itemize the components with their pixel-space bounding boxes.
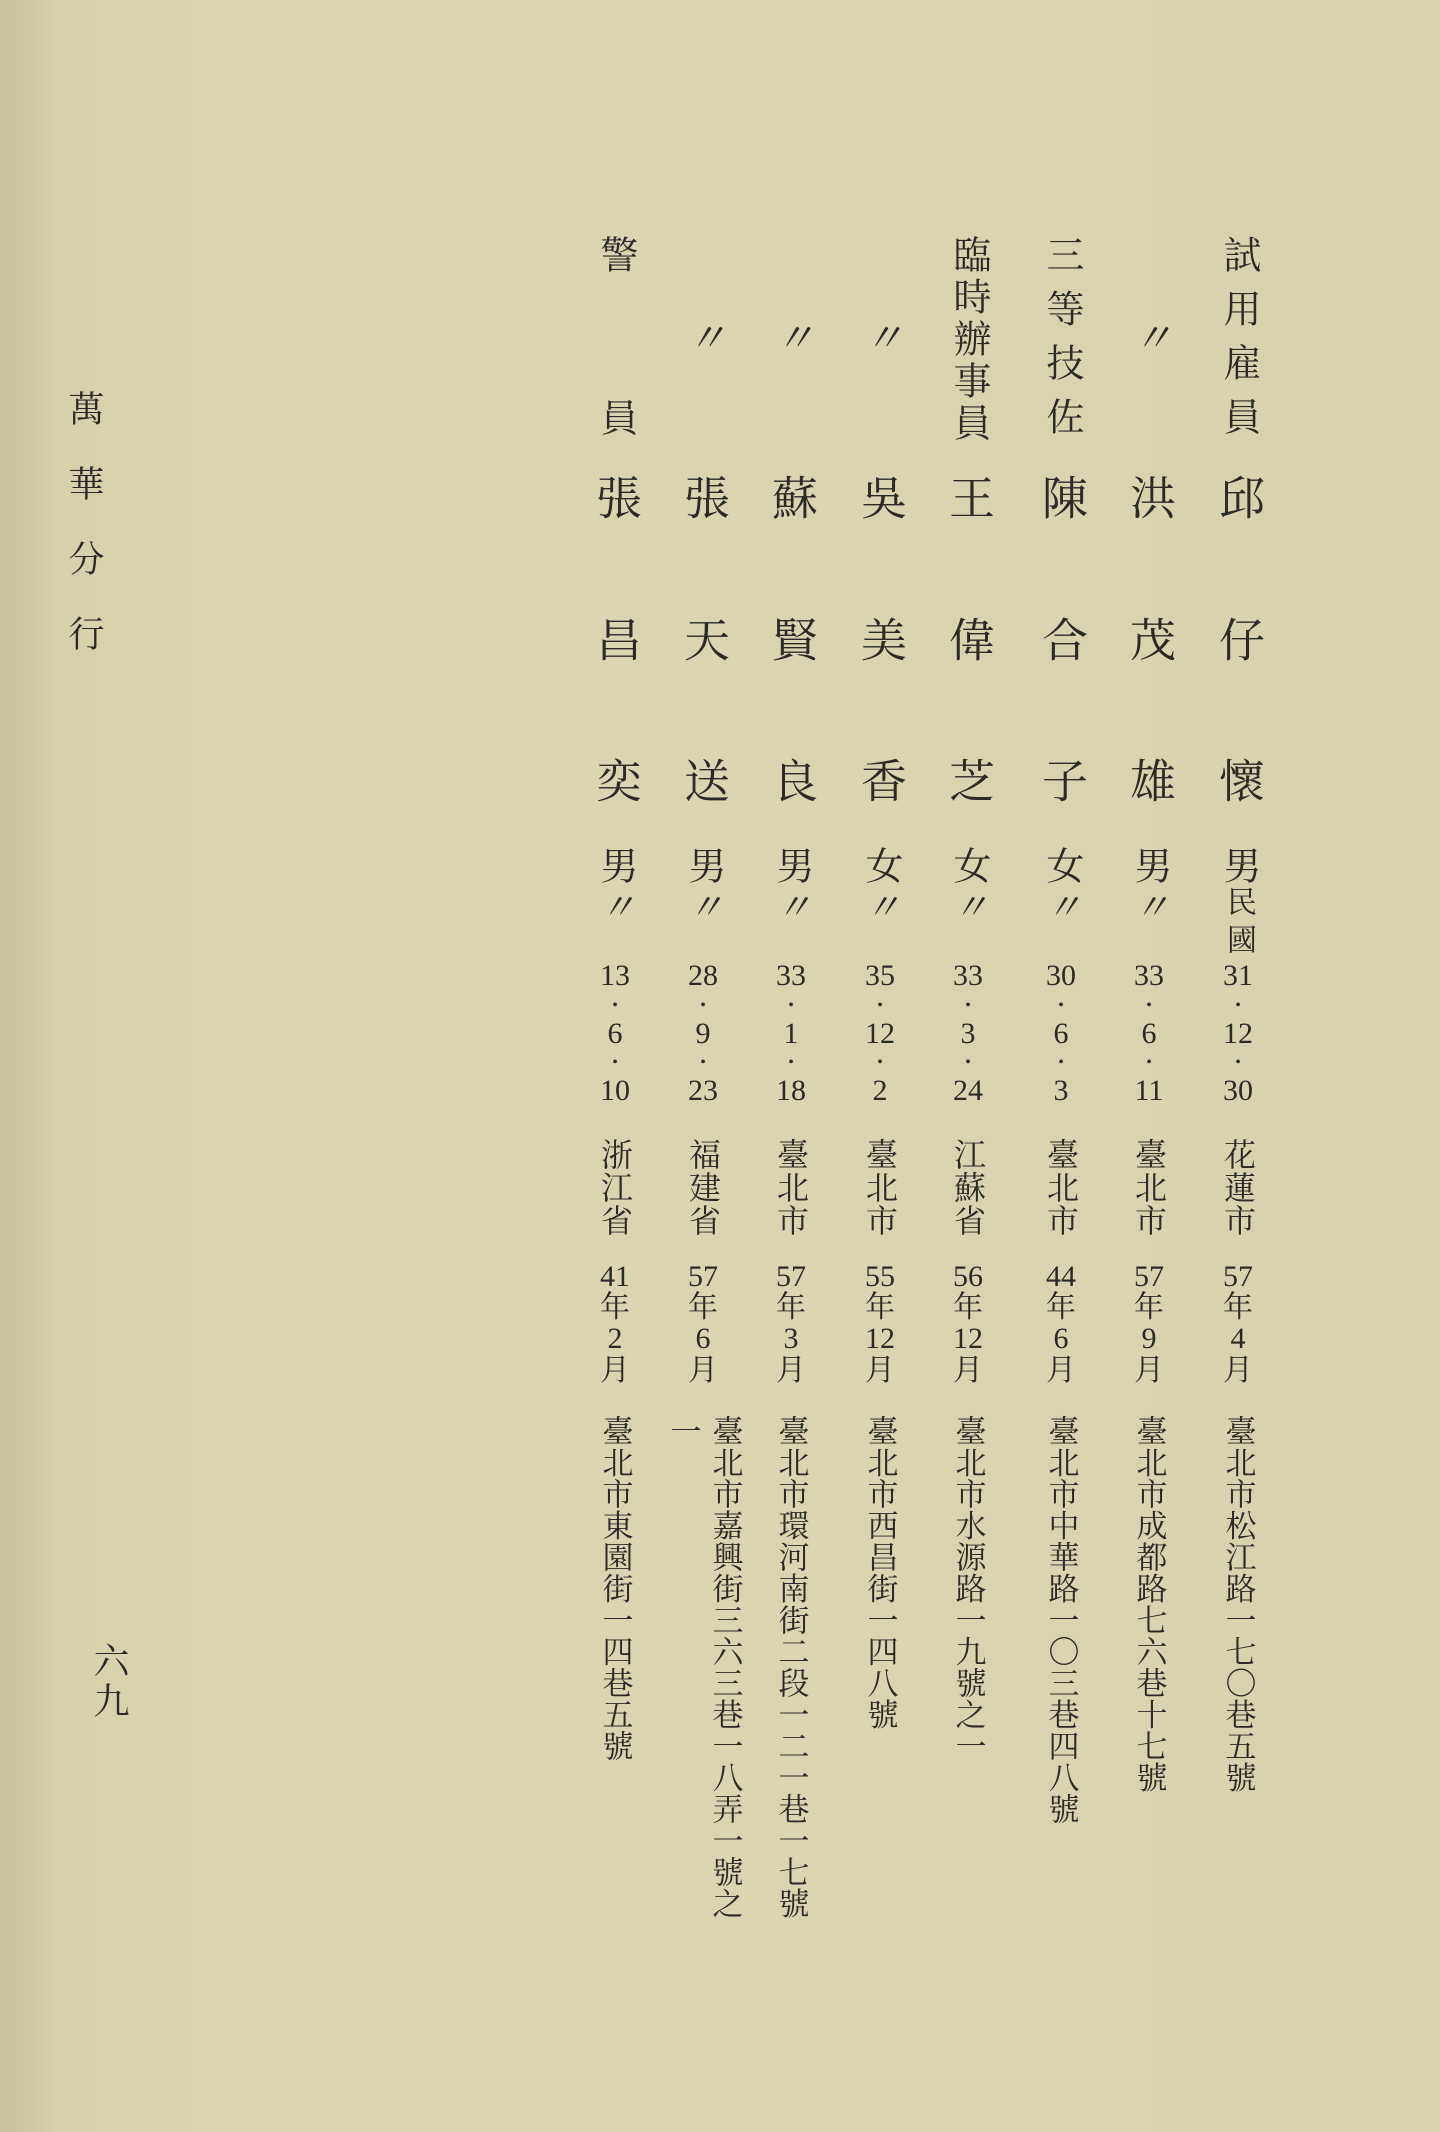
address: 臺北市中華路一〇三巷四八號 <box>1043 1415 1079 1824</box>
name-char: 賢 <box>766 616 817 662</box>
era-ditto-mark: 〃 <box>1129 888 1169 924</box>
name-char: 香 <box>855 757 906 803</box>
date-separator: • <box>965 1054 971 1071</box>
title-ditto-mark: 〃 <box>858 317 903 357</box>
name-char: 芝 <box>943 757 994 803</box>
join-date-part: 12 <box>865 1322 895 1355</box>
name-char: 邱 <box>1213 474 1264 520</box>
join-date-part: 年 <box>688 1291 718 1324</box>
birthplace: 臺北市 <box>862 1138 898 1236</box>
sex-value: 女 <box>1040 846 1082 884</box>
join-date-part: 年 <box>1223 1291 1253 1324</box>
address: 臺北市嘉興街三六三巷一八弄一號之 <box>707 1415 743 1919</box>
join-date-part: 9 <box>1141 1322 1157 1355</box>
join-date-part: 57 <box>1223 1260 1253 1293</box>
name-char: 仔 <box>1213 616 1264 662</box>
address: 臺北市東園街一四巷五號 <box>597 1415 633 1761</box>
name-char: 吳 <box>855 474 906 520</box>
date-separator: • <box>1058 1054 1064 1071</box>
join-date-part: 44 <box>1046 1260 1076 1293</box>
date-separator: • <box>877 1054 883 1071</box>
name-char: 偉 <box>943 616 994 662</box>
join-date-part: 56 <box>953 1260 983 1293</box>
birth-date-part: 12 <box>1223 1017 1253 1050</box>
join-date-part: 年 <box>865 1291 895 1324</box>
date-separator: • <box>1058 997 1064 1014</box>
title-ditto-mark: 〃 <box>769 317 814 357</box>
address: 臺北市西昌街一四八號 <box>862 1415 898 1730</box>
birth-date-part: 6 <box>1141 1017 1157 1050</box>
join-date-part: 月 <box>1134 1354 1164 1387</box>
birthplace: 臺北市 <box>1043 1138 1079 1236</box>
birthplace: 臺北市 <box>1131 1138 1167 1236</box>
address: 臺北市環河南街二段一二一巷一七號 <box>773 1415 809 1919</box>
join-date-part: 月 <box>600 1354 630 1387</box>
name-char: 良 <box>766 757 817 803</box>
join-date-part: 55 <box>865 1260 895 1293</box>
birth-date-part: 6 <box>1053 1017 1069 1050</box>
name-char: 天 <box>678 616 729 662</box>
era-ditto-mark: 〃 <box>771 888 811 924</box>
join-date-part: 年 <box>953 1291 983 1324</box>
era-ditto-mark: 〃 <box>1041 888 1081 924</box>
join-date-part: 月 <box>688 1354 718 1387</box>
join-date-part: 6 <box>1053 1322 1069 1355</box>
page-number: 六九 <box>89 1642 129 1718</box>
birth-date-part: 35 <box>865 959 895 992</box>
birth-date-part: 12 <box>865 1017 895 1050</box>
join-date-part: 年 <box>776 1291 806 1324</box>
name-char: 昌 <box>590 616 641 662</box>
birthplace: 福建省 <box>685 1138 721 1236</box>
address: 臺北市成都路七六巷十七號 <box>1131 1415 1167 1793</box>
era-ditto-mark: 〃 <box>948 888 988 924</box>
date-separator: • <box>612 1054 618 1071</box>
join-date-part: 月 <box>1046 1354 1076 1387</box>
era-ditto-mark: 〃 <box>683 888 723 924</box>
name-char: 張 <box>590 474 641 520</box>
birth-date-part: 10 <box>600 1074 630 1107</box>
join-date-part: 月 <box>1223 1354 1253 1387</box>
staff-title: 三等技佐 <box>1040 235 1082 435</box>
birth-date-part: 18 <box>776 1074 806 1107</box>
name-char: 合 <box>1036 616 1087 662</box>
birth-date-part: 33 <box>1134 959 1164 992</box>
title-ditto-mark: 〃 <box>681 317 726 357</box>
name-char: 雄 <box>1124 757 1175 803</box>
birth-date-part: 3 <box>960 1017 976 1050</box>
sex-value: 男 <box>770 846 812 884</box>
birth-date-part: 28 <box>688 959 718 992</box>
join-date-part: 年 <box>600 1291 630 1324</box>
date-separator: • <box>700 1054 706 1071</box>
sex-value: 男 <box>1217 846 1259 884</box>
name-char: 蘇 <box>766 474 817 520</box>
birth-date-part: 31 <box>1223 959 1253 992</box>
date-separator: • <box>788 997 794 1014</box>
era-ditto-mark: 〃 <box>860 888 900 924</box>
address: 臺北市松江路一七〇巷五號 <box>1220 1415 1256 1793</box>
date-separator: • <box>877 997 883 1014</box>
name-char: 張 <box>678 474 729 520</box>
birth-date-part: 13 <box>600 959 630 992</box>
staff-title: 試用雇員 <box>1217 235 1259 435</box>
join-date-part: 3 <box>783 1322 799 1355</box>
name-char: 洪 <box>1124 474 1175 520</box>
sex-value: 男 <box>682 846 724 884</box>
join-date-part: 月 <box>865 1354 895 1387</box>
join-date-part: 4 <box>1230 1322 1246 1355</box>
join-date-part: 57 <box>1134 1260 1164 1293</box>
join-date-part: 月 <box>776 1354 806 1387</box>
birth-date-part: 23 <box>688 1074 718 1107</box>
date-separator: • <box>612 997 618 1014</box>
name-char: 美 <box>855 616 906 662</box>
birth-date-part: 30 <box>1046 959 1076 992</box>
birth-date-part: 3 <box>1053 1074 1069 1107</box>
sex-value: 女 <box>947 846 989 884</box>
birthplace: 花蓮市 <box>1220 1138 1256 1236</box>
sex-value: 女 <box>859 846 901 884</box>
date-separator: • <box>1235 997 1241 1014</box>
join-date-part: 6 <box>695 1322 711 1355</box>
name-char: 王 <box>943 474 994 520</box>
date-separator: • <box>700 997 706 1014</box>
name-char: 陳 <box>1036 474 1087 520</box>
name-char: 子 <box>1036 757 1087 803</box>
birth-date-part: 11 <box>1134 1074 1164 1107</box>
staff-title: 警員 <box>594 235 636 436</box>
birth-date-part: 6 <box>607 1017 623 1050</box>
address: 臺北市水源路一九號之一 <box>950 1415 986 1761</box>
join-date-part: 年 <box>1046 1291 1076 1324</box>
birth-date-part: 1 <box>783 1017 799 1050</box>
name-char: 茂 <box>1124 616 1175 662</box>
birth-date-part: 9 <box>695 1017 711 1050</box>
birth-date-part: 2 <box>872 1074 888 1107</box>
date-separator: • <box>965 997 971 1014</box>
birthplace: 江蘇省 <box>950 1138 986 1236</box>
join-date-part: 57 <box>776 1260 806 1293</box>
era-ditto-mark: 〃 <box>595 888 635 924</box>
join-date-part: 12 <box>953 1322 983 1355</box>
title-ditto-mark: 〃 <box>1127 317 1172 357</box>
birthplace: 浙江省 <box>597 1138 633 1236</box>
date-separator: • <box>788 1054 794 1071</box>
birthplace: 臺北市 <box>773 1138 809 1236</box>
running-head: 萬華分行 <box>64 390 104 651</box>
date-separator: • <box>1146 1054 1152 1071</box>
join-date-part: 41 <box>600 1260 630 1293</box>
era-label: 民國 <box>1222 886 1255 954</box>
join-date-part: 年 <box>1134 1291 1164 1324</box>
birth-date-part: 33 <box>776 959 806 992</box>
sex-value: 男 <box>594 846 636 884</box>
join-date-part: 2 <box>607 1322 623 1355</box>
sex-value: 男 <box>1128 846 1170 884</box>
name-char: 送 <box>678 757 729 803</box>
address-overflow: 一 <box>665 1415 701 1446</box>
date-separator: • <box>1146 997 1152 1014</box>
birth-date-part: 24 <box>953 1074 983 1107</box>
name-char: 奕 <box>590 757 641 803</box>
staff-title: 臨時辦事員 <box>947 235 989 441</box>
join-date-part: 57 <box>688 1260 718 1293</box>
birth-date-part: 33 <box>953 959 983 992</box>
join-date-part: 月 <box>953 1354 983 1387</box>
birth-date-part: 30 <box>1223 1074 1253 1107</box>
name-char: 懷 <box>1213 757 1264 803</box>
date-separator: • <box>1235 1054 1241 1071</box>
